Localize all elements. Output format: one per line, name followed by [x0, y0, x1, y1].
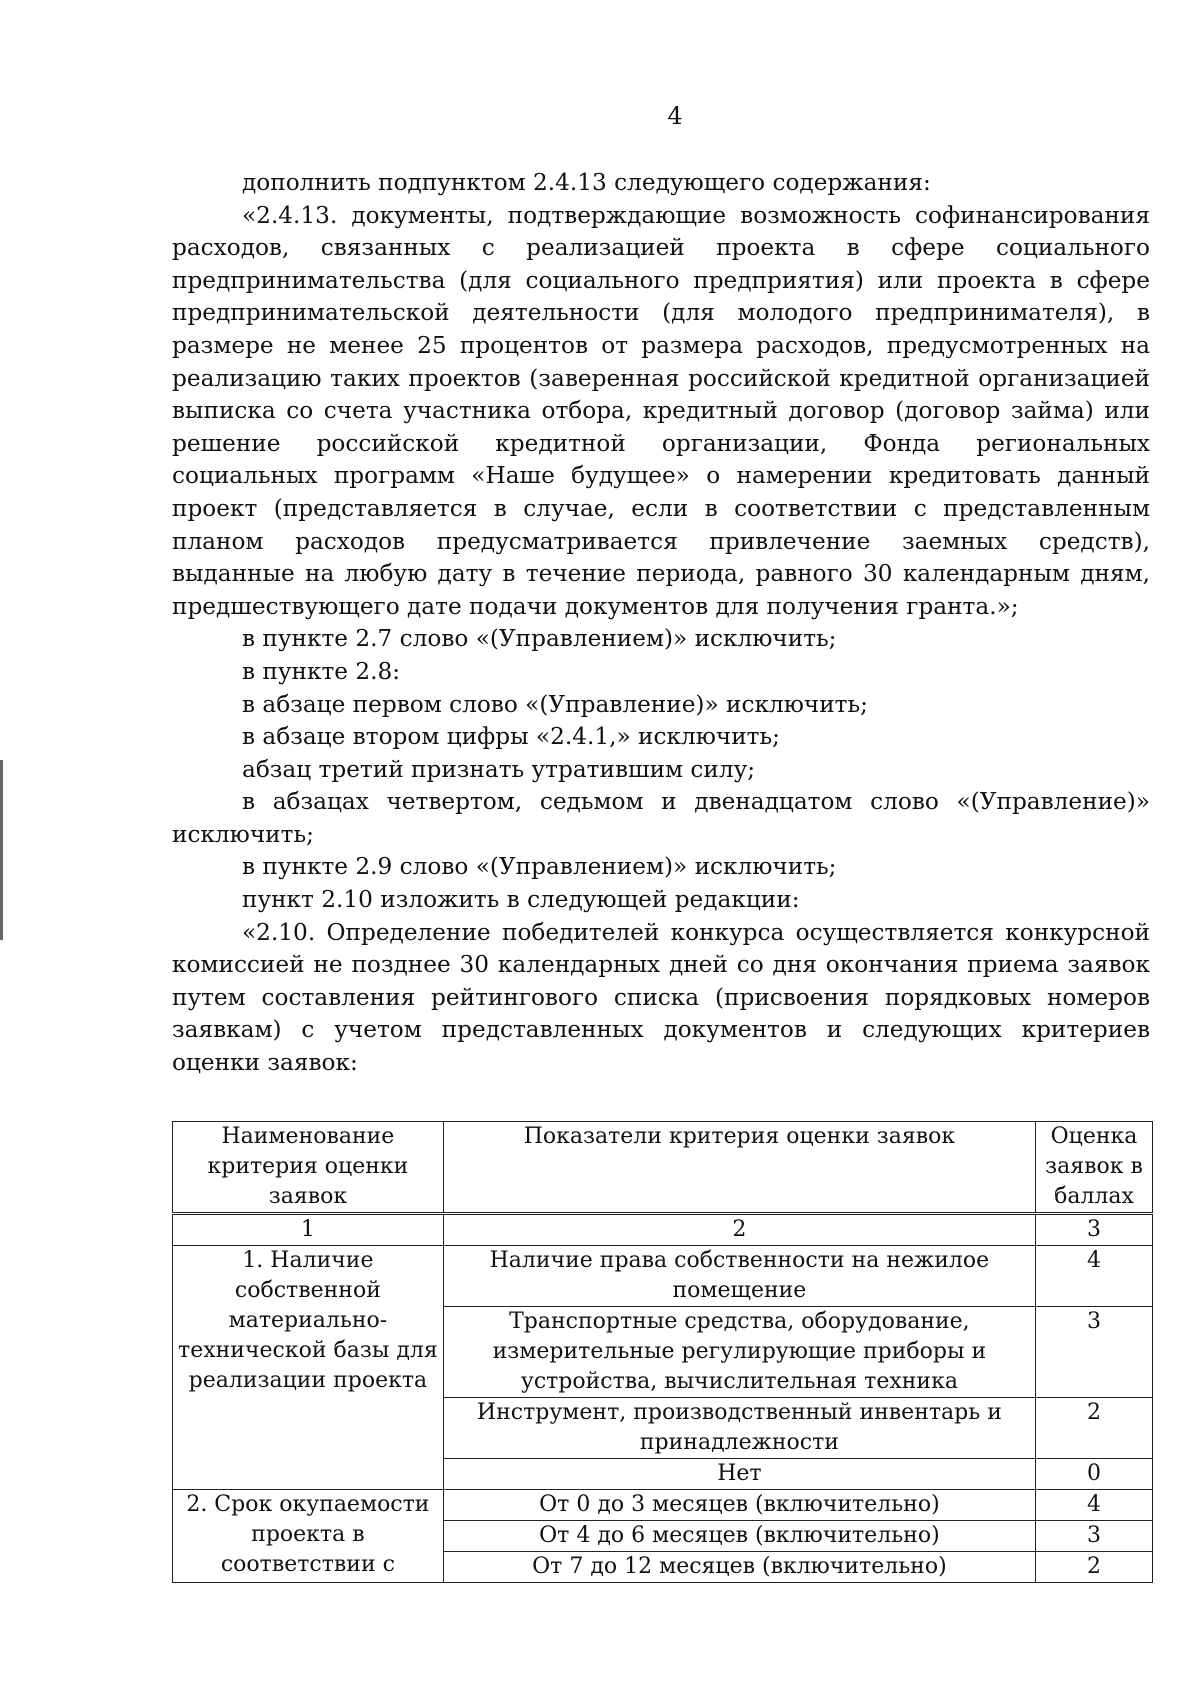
score-cell: 3 [1036, 1307, 1153, 1398]
header-cell-criterion: Наименование критерия оценки заявок [173, 1122, 444, 1214]
score-cell: 3 [1036, 1521, 1153, 1552]
score-cell: 4 [1036, 1246, 1153, 1307]
score-cell: 2 [1036, 1552, 1153, 1583]
column-number: 2 [443, 1214, 1035, 1246]
criteria-table [172, 1121, 1153, 1583]
column-number: 1 [173, 1214, 444, 1246]
indicator-cell: От 4 до 6 месяцев (включительно) [443, 1521, 1035, 1552]
paragraph: пункт 2.10 изложить в следующей редакции: [242, 886, 800, 914]
scan-edge-mark [0, 760, 3, 940]
paragraph: в абзаце первом слово «(Управление)» исключить; [242, 690, 868, 718]
indicator-cell: Нет [443, 1459, 1035, 1490]
indicator-cell: От 0 до 3 месяцев (включительно) [443, 1490, 1035, 1521]
paragraph: в абзаце втором цифры «2.4.1,» исключить; [242, 723, 780, 751]
indicator-cell: Инструмент, производственный инвентарь и принадлежности [443, 1398, 1035, 1459]
paragraph: в пункте 2.9 слово «(Управлением)» исключить; [242, 853, 837, 881]
header-cell-score: Оценка заявок в баллах [1036, 1122, 1153, 1214]
paragraph: в абзацах четвертом, седьмом и двенадцатом слово «(Управление)» исключить; [172, 788, 1150, 848]
table-number-row [173, 1214, 1153, 1246]
paragraph: «2.10. Определение победителей конкурса осуществляется конкурсной комиссией не позднее 30 календарных дней со дня окончания приема заявок путем составления рейтингового списка (присвоения порядковых номеров заявкам) с учетом представленных документов и следующих критериев оценки заявок: [172, 918, 1150, 1077]
page-number: 4 [667, 102, 683, 130]
column-number: 3 [1036, 1214, 1153, 1246]
indicator-cell: От 7 до 12 месяцев (включительно) [443, 1552, 1035, 1583]
paragraph: абзац третий признать утратившим силу; [242, 755, 756, 783]
paragraph: «2.4.13. документы, подтверждающие возможность софинансирования расходов, связанных с реализацией проекта в сфере социального предпринимательства (для социального предприятия) или проекта в сфере предпринимательской деятельности (для молодого предпринимателя), в размере не менее 25 процентов от размера расходов, предусмотренных на реализацию таких проектов (заверенная российской кредитной организацией выписка со счета участника отбора, кредитный договор (договор займа) или решение российской кредитной организации, Фонда региональных социальных программ «Наше будущее» о намерении кредитовать данный проект (представляется в случае, если в соответствии с представленным планом расходов предусматривается привлечение заемных средств), выданные на любую дату в течение периода, равного 30 календарным дням, предшествующего дате подачи документов для получения гранта.»; [172, 201, 1150, 620]
paragraph: в пункте 2.7 слово «(Управлением)» исключить; [242, 625, 837, 653]
table-header-row [173, 1122, 1153, 1214]
score-cell: 2 [1036, 1398, 1153, 1459]
paragraph: дополнить подпунктом 2.4.13 следующего содержания: [242, 169, 931, 196]
table-row [173, 1490, 1153, 1521]
table-row [173, 1246, 1153, 1307]
header-cell-indicators: Показатели критерия оценки заявок [443, 1122, 1035, 1214]
score-cell: 0 [1036, 1459, 1153, 1490]
indicator-cell: Наличие права собственности на нежилое помещение [443, 1246, 1035, 1307]
score-cell: 4 [1036, 1490, 1153, 1521]
paragraph: в пункте 2.8: [242, 657, 401, 685]
document-body [172, 167, 1150, 1080]
criterion-cell: 2. Срок окупаемости проекта в соответствии с [173, 1490, 444, 1583]
indicator-cell: Транспортные средства, оборудование, измерительные регулирующие приборы и устройства, вычислительная техника [443, 1307, 1035, 1398]
criterion-cell: 1. Наличие собственной материально-технической базы для реализации проекта [173, 1246, 444, 1490]
